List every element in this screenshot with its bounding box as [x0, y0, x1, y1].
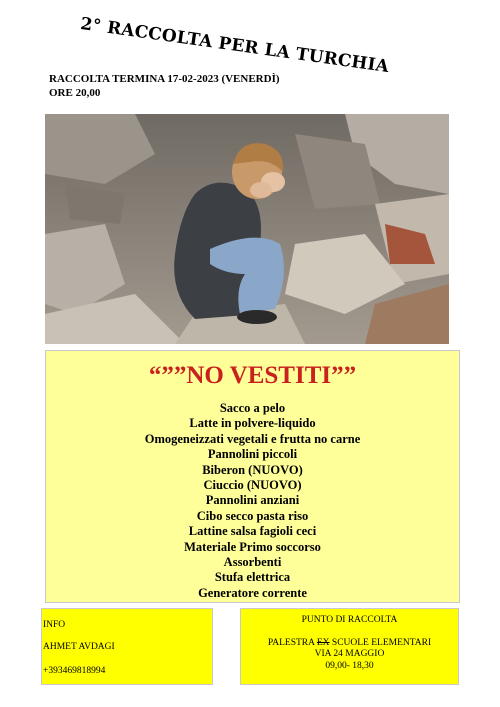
list-item: Pannolini anziani [205, 493, 300, 508]
needed-items-list [46, 401, 459, 601]
contact-name: AHMET AVDAGI [43, 642, 115, 652]
collection-point-label: PUNTO DI RACCOLTA [301, 615, 398, 625]
notice-box [45, 350, 460, 603]
list-item: Sacco a pelo [219, 401, 286, 415]
place-after: SCUOLE ELEMENTARI [329, 638, 432, 648]
place-struck: EX [316, 638, 330, 648]
info-box [41, 608, 213, 685]
info-label: INFO [43, 620, 66, 630]
collection-point-street: VIA 24 MAGGIO [314, 649, 385, 659]
list-item: Ciuccio (NUOVO) [203, 478, 302, 493]
page-title: 2° RACCOLTA PER LA TURCHIA [79, 14, 391, 78]
list-item: Pannolini piccoli [207, 447, 298, 462]
collection-point-box [240, 608, 459, 685]
list-item: Omogeneizzati vegetali e frutta no carne [144, 431, 361, 446]
list-item: Materiale Primo soccorso [184, 539, 321, 554]
place-before: PALESTRA [267, 638, 317, 648]
list-item: Cibo secco pasta riso [196, 508, 309, 523]
list-item: Assorbenti [223, 555, 282, 570]
list-item: Stufa elettrica [214, 570, 291, 585]
collection-point-hours: 09,00- 18,30 [325, 661, 374, 671]
list-item: Generatore corrente [198, 585, 307, 600]
contact-phone: +393469818994 [43, 666, 106, 676]
list-item: Lattine salsa fagioli ceci [188, 524, 317, 539]
deadline [49, 72, 280, 100]
child-crying-photo [45, 114, 449, 344]
collection-point-place [241, 638, 458, 650]
deadline-time: ORE 20,00 [49, 87, 101, 99]
list-item: Biberon (NUOVO) [202, 462, 303, 477]
notice-headline: “””NO VESTITI”” [148, 362, 357, 389]
deadline-date: RACCOLTA TERMINA 17-02-2023 (VENERDÌ) [49, 73, 280, 85]
list-item: Latte in polvere-liquido [189, 416, 316, 431]
